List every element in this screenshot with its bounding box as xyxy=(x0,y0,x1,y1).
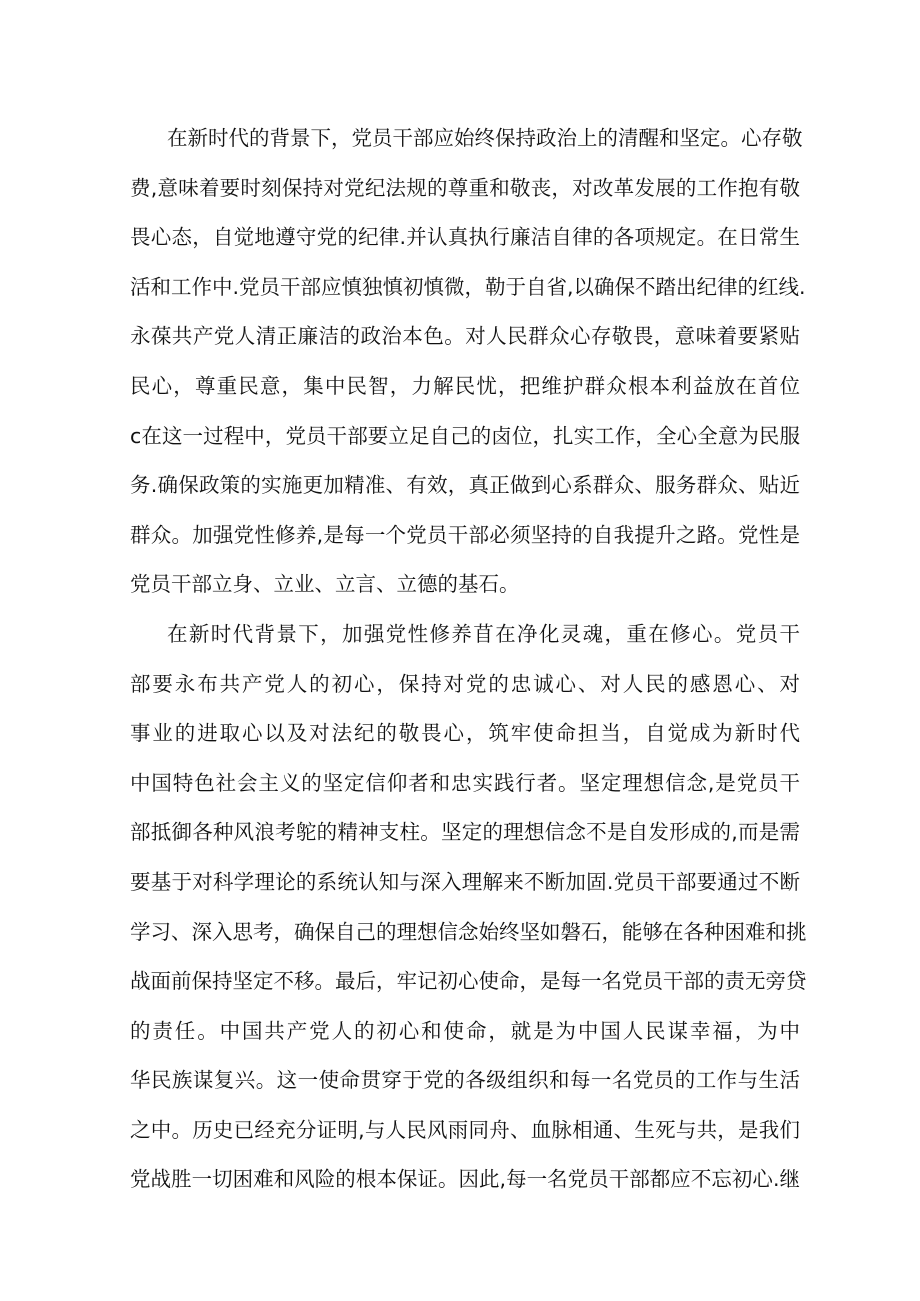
text-line: 要基于对科学理论的系统认知与深入理解来不断加固.党员干部要通过不断 xyxy=(130,869,800,894)
body-text xyxy=(130,114,807,1205)
text-line: 之中。历史已经充分证明,与人民风雨同舟、血脉相通、生死与共，是我们 xyxy=(130,1117,800,1142)
text-line: 永葆共产党人清正廉洁的政治本色。对人民群众心存敬畏，意味着要紧贴 xyxy=(130,324,800,349)
text-line: 党战胜一切困难和风险的根本保证。因此,每一名党员干部都应不忘初心.继 xyxy=(130,1167,800,1192)
text-line: 事业的进取心以及对法纪的敬畏心，筑牢使命担当，自觉成为新时代 xyxy=(130,721,800,746)
text-line: 活和工作中.党员干部应慎独慎初慎微，勒于自省,以确保不踏出纪律的红线. xyxy=(130,274,806,299)
text-line: 群众。加强党性修养,是每一个党员干部必须坚持的自我提升之路。党性是 xyxy=(130,522,800,547)
text-line: 费,意味着要时刻保持对党纪法规的尊重和敬丧，对改革发展的工作抱有敬 xyxy=(130,175,800,200)
text-line: 战面前保持坚定不移。最后，牢记初心使命，是每一名党员干部的责无旁贷 xyxy=(130,969,807,994)
text-line: 在新时代背景下，加强党性修养苜在净化灵魂，重在修心。党员干 xyxy=(167,621,800,646)
text-line: 民心，尊重民意，集中民智，力解民忧，把维护群众根本利益放在首位 xyxy=(130,373,800,398)
text-line: 中国特色社会主义的坚定信仰者和忠实践行者。坚定理想信念,是党员干 xyxy=(130,770,800,795)
text-line: 的责任。中国共产党人的初心和使命，就是为中国人民谋幸福，为中 xyxy=(130,1018,800,1043)
text-line: 部要永布共产党人的初心，保持对党的忠诚心、对人民的感恩心、对 xyxy=(130,671,800,696)
text-line: 畏心态，自觉地遵守党的纪律.并认真执行廉洁自律的各项规定。在日常生 xyxy=(130,225,800,250)
text-line: 党员干部立身、立业、立言、立德的基石。 xyxy=(130,572,520,597)
text-line: c在这一过程中，党员干部要立足自己的卤位，扎实工作，全心全意为民服 xyxy=(130,423,800,448)
text-line: 学习、深入思考，确保自己的理想信念始终坚如磐石，能够在各种困难和挑 xyxy=(130,919,807,944)
text-line: 在新时代的背景下，党员干部应始终保持政治上的清醒和坚定。心存敬 xyxy=(167,126,803,150)
text-line: 部抵御各种风浪考鸵的精神支柱。坚定的理想信念不是自发形成的,而是需 xyxy=(130,820,800,845)
text-line: 务.确保政策的实施更加精准、有效，真正做到心系群众、服务群众、贴近 xyxy=(130,473,800,498)
text-line: 华民族谋复兴。这一使命贯穿于党的各级组织和每一名党员的工作与生活 xyxy=(130,1068,800,1093)
